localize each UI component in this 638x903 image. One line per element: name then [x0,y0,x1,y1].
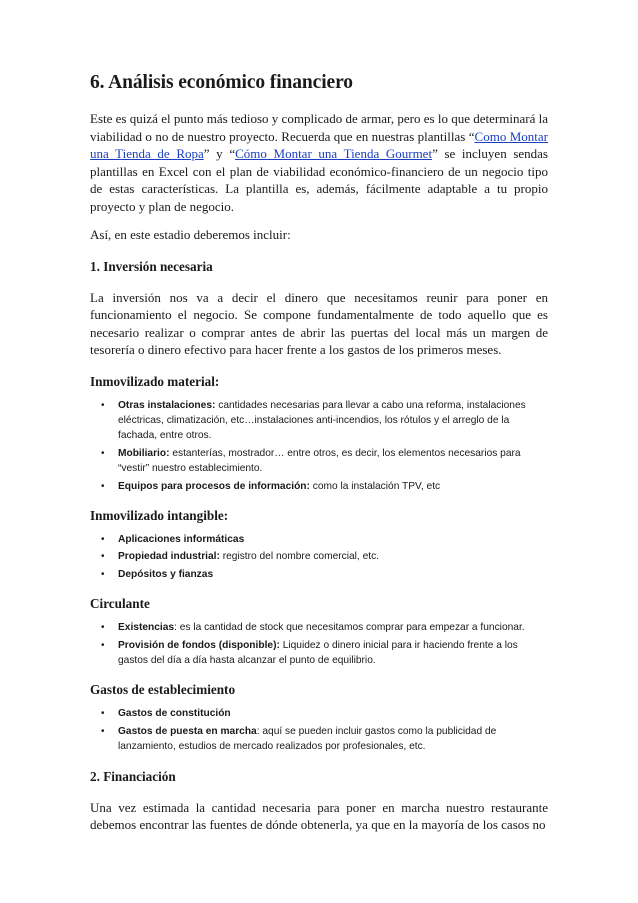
bullet-icon: • [101,622,105,634]
list-item-text: cantidades necesarias para llevar a cabo una reforma, instalaciones eléctricas, climatización, etc…instalaciones anti-incendios, los rótulos y el arreglo de la fachada, entre otros. [118,399,526,442]
list-item [90,638,548,669]
link-tienda-ropa[interactable]: Como Montar una Tienda de Ropa [90,128,549,161]
intro-paragraph [90,110,548,215]
list-item [90,567,548,582]
stage-paragraph: Así, en este estadio deberemos incluir: [90,227,291,242]
bullet-icon: • [101,480,105,492]
list-item-text: estanterías, mostrador… entre otros, es decir, los elementos necesarios para “vestir” nuestro establecimiento. [118,447,521,475]
link-tienda-gourmet[interactable]: Cómo Montar una Tienda Gourmet [235,146,433,161]
list-item [90,479,548,494]
heading-inmovilizado-material: Inmovilizado material: [90,373,220,389]
heading-inmovilizado-intangible: Inmovilizado intangible: [90,507,229,523]
heading-financiacion: 2. Financiación [90,768,176,784]
list-item [90,706,548,721]
bullet-icon: • [101,708,105,720]
heading-inversion-necesaria: 1. Inversión necesaria [90,258,213,274]
bullet-icon: • [101,533,105,545]
inversion-paragraph: La inversión nos va a decir el dinero que necesitamos reunir para poner en funcionamiento el negocio. Se compone fundamentalmente de todo aquello que es necesario realizar o comprar antes de abrir las puertas del local más un margen de tesorería o dinero efectivo para hacer frente a los gastos de los primeros meses. [90,289,548,357]
list-item [90,620,548,635]
intro-text-end: ” se incluyen sendas plantillas en Excel con el plan de viabilidad económico-financiero de un negocio tipo de estas características. La plantilla es, además, fácilmente adaptable a tu propio proyecto y plan de negocio. [90,146,548,214]
list-item-text: Liquidez o dinero inicial para ir haciendo frente a los gastos del día a día hasta alcanzar el punto de equilibrio. [118,639,518,666]
bullet-icon: • [101,568,105,580]
section-title: 6. Análisis económico financiero [90,72,353,93]
list-item [90,398,548,444]
list-item [90,446,548,477]
list-item-label: Otras instalaciones: [118,399,216,411]
list-circulante [90,620,548,668]
heading-gastos-establecimiento: Gastos de establecimiento [90,682,236,698]
intro-text-start: Este es quizá el punto más tedioso y complicado de armar, pero es lo que determinará la viabilidad o no de nuestro proyecto. Recuerda que en nuestras plantillas “ [90,111,548,144]
list-item-label: Gastos de puesta en marcha [118,725,257,737]
list-item-label: Propiedad industrial: [118,551,220,563]
list-item [90,549,548,564]
bullet-icon: • [101,639,105,651]
intro-text-between: ” y “ [203,146,236,161]
financiacion-paragraph: Una vez estimada la cantidad necesaria para poner en marcha nuestro restaurante debemos encontrar las fuentes de dónde obtenerla, ya que en la mayoría de los casos no [90,799,548,833]
list-item-label: Aplicaciones informáticas [118,533,245,545]
bullet-icon: • [101,447,105,459]
list-item-label: Depósitos y fianzas [118,568,214,580]
heading-circulante: Circulante [90,596,150,612]
list-item-label: Gastos de constitución [118,708,231,720]
list-item-label: Existencias [118,622,175,634]
list-item-label: Mobiliario: [118,447,170,459]
list-inmovilizado-material [90,398,548,494]
list-item-label: Provisión de fondos (disponible): [118,639,280,651]
bullet-icon: • [101,399,105,411]
list-item-label: Equipos para procesos de información: [118,480,310,492]
list-item [90,724,548,755]
list-item-text: : es la cantidad de stock que necesitamos comprar para empezar a funcionar. [174,622,525,634]
bullet-icon: • [101,725,105,737]
document-body [90,71,548,834]
list-gastos-establecimiento [90,706,548,754]
list-item [90,532,548,547]
list-inmovilizado-intangible [90,532,548,582]
list-item-text: como la instalación TPV, etc [309,480,441,492]
bullet-icon: • [101,551,105,563]
list-item-text: registro del nombre comercial, etc. [219,551,379,563]
list-item-text: : aquí se pueden incluir gastos como la publicidad de lanzamiento, estudios de mercado realizados por profesionales, etc. [118,725,497,753]
